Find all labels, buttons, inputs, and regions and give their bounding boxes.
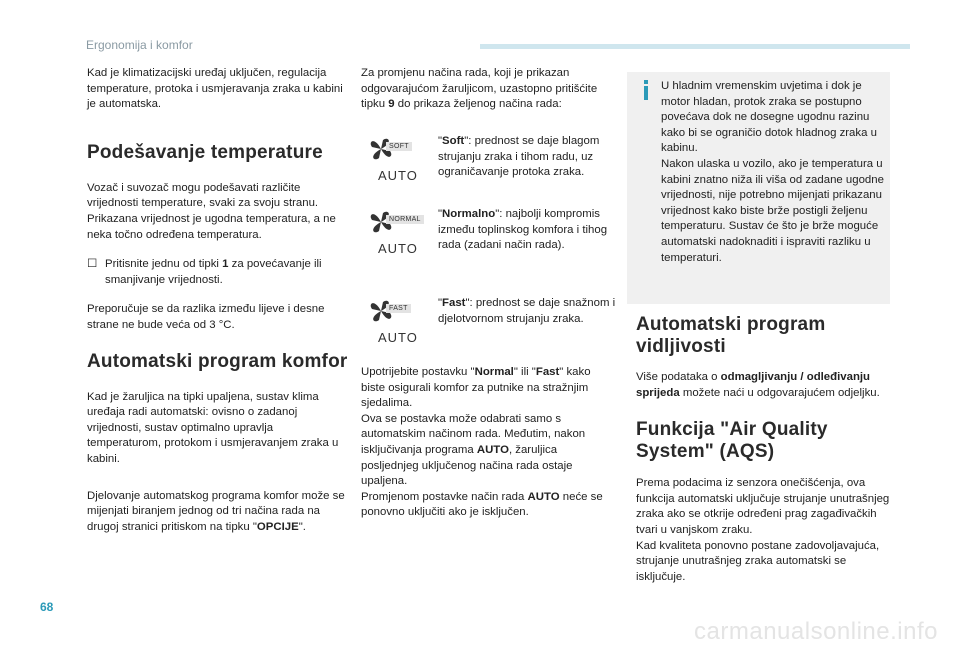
mode-badge: FAST — [386, 304, 411, 313]
temperature-heading: Podešavanje temperature — [87, 141, 323, 163]
comfort-key: OPCIJE — [256, 520, 299, 533]
watermark: carmanualsonline.info — [694, 618, 938, 645]
mode-desc: : najbolji kompromis između toplinskog komfora i tihog rada (zadani način rada). — [438, 208, 608, 252]
mode-normal-text — [438, 207, 618, 254]
mode-normal-icon — [366, 207, 430, 259]
after-p2-b: , žaruljica posljednjeg uključenog načina rada ostaje upaljena. — [361, 443, 573, 488]
q2: " — [464, 135, 469, 147]
vis-bold: odmagljivanju / odleđivanju sprijeda — [636, 371, 871, 399]
column-3 — [636, 314, 898, 585]
after-c: " kako biste osigurali komfor za putnike na stražnjim sjedalima. — [361, 366, 591, 410]
q1: " — [438, 208, 443, 220]
intro-paragraph: Kad je klimatizacijski uređaj uključen, regulacija temperature, protoka i usmjeravanja zraka u kabini je automatska. — [87, 67, 343, 111]
q1: " — [438, 135, 443, 147]
rear-comfort-paragraph — [361, 365, 616, 412]
page-header-title: Ergonomija i komfor — [86, 38, 193, 52]
mode-name: Soft — [442, 135, 465, 147]
comfort-paragraph-2 — [87, 489, 349, 536]
mode-badge: NORMAL — [386, 215, 424, 224]
mode-soft-icon — [366, 134, 430, 186]
mode-fast-icon — [366, 296, 430, 348]
vis-a: Više podataka o — [636, 371, 721, 383]
temperature-paragraph: Vozač i suvozač mogu podešavati različite vrijednosti temperature, svaki za svoju stranu. Prikazana vrijednost je ugodna temperatura, a ne neka točno određena temperatura. — [87, 181, 336, 241]
bullet-text-a: Pritisnite jednu od tipki — [105, 258, 223, 271]
temperature-recommendation: Preporučuje se da razlika između lijeve i desne strane ne bude veća od 3 °C. — [87, 303, 325, 331]
modes-intro — [361, 66, 616, 113]
after-a: Upotrijebite postavku " — [361, 366, 475, 378]
mode-name: Fast — [442, 297, 466, 309]
aqs-heading: Funkcija "Air Quality System" (AQS) — [636, 419, 828, 463]
modes-intro-a: Za promjenu načina rada, koji je prikazan odgovarajućom žaruljicom, uzastopno pritišćite tipku — [361, 67, 598, 111]
mode-change-paragraph — [361, 490, 616, 521]
comfort-paragraph-1: Kad je žaruljica na tipki upaljena, sustav klima uređaja radi automatski: ovisno o zadanoj vrijednosti, sustav optimalno upravlja temperaturom, protokom i usmjeravanjem zraka u kabini. — [87, 390, 339, 465]
mode-auto-label: AUTO — [378, 168, 418, 183]
comfort-text-a: Djelovanje automatskog programa komfor može se mijenjati biranjem jednog od tri načina rada na drugoj stranici pritiskom na tipku " — [87, 489, 345, 533]
aqs-paragraph-2: Kad kvaliteta ponovno postane zadovoljavajuća, strujanje unutrašnjeg zraka automatski se isključuje. — [636, 539, 880, 583]
note-paragraph-2: Nakon ulaska u vozilo, ako je temperatura u kabini znatno niža ili viša od zadane ugodne vrijednosti, nije potrebno mijenjati prikazanu vrijednost kako biste brže postigli željenu temperaturu. Sustav će što je brže moguće automatski nadoknaditi i ispraviti razliku u temperaturi. — [661, 157, 884, 264]
mode-desc: : prednost se daje blagom strujanju zraka i tihom radu, uz ograničavanje protoka zraka. — [438, 135, 600, 179]
after-p2-auto: AUTO — [476, 443, 509, 456]
after-p3-a: Promjenom postavke način rada — [361, 490, 528, 503]
bullet-text-b: za povećavanje ili smanjivanje vrijednosti. — [105, 258, 322, 286]
bullet-checkbox-icon: ☐ — [87, 258, 98, 271]
vis-b: možete naći u odgovarajućem odjeljku. — [679, 386, 880, 399]
modes-intro-key: 9 — [388, 98, 395, 111]
bullet-key: 1 — [222, 258, 229, 271]
mode-badge: SOFT — [386, 142, 412, 151]
info-note-text — [661, 79, 885, 266]
mode-name: Normalno — [442, 208, 496, 220]
info-icon — [643, 80, 649, 100]
mode-auto-label: AUTO — [378, 241, 418, 256]
q1: " — [438, 297, 443, 309]
page-number: 68 — [40, 600, 54, 614]
temperature-bullet — [87, 257, 349, 288]
note-paragraph-1: U hladnim vremenskim uvjetima i dok je motor hladan, protok zraka se postupno povećava dok ne dosegne ugodnu razinu kako bi se ograničio dotok hladnog zraka u kabinu. — [661, 80, 877, 155]
comfort-text-b: ". — [298, 520, 306, 533]
modes-after-text — [361, 365, 616, 521]
q2: " — [495, 208, 500, 220]
visibility-heading: Automatski program vidljivosti — [636, 314, 826, 357]
mode-auto-label: AUTO — [378, 330, 418, 345]
after-p3-b: neće se ponovno uključiti ako je isključen. — [361, 490, 603, 519]
after-p2-a: Ova se postavka može odabrati samo s automatskim načinom rada. Međutim, nakon isključivanja programa — [361, 412, 586, 456]
q2: " — [465, 297, 470, 309]
comfort-heading: Automatski program komfor — [87, 350, 348, 372]
modes-intro-b: do prikaza željenog načina rada: — [394, 98, 562, 111]
aqs-paragraph-1: Prema podacima iz senzora onečišćenja, ova funkcija automatski uključuje strujanje unutrašnjeg zraka ako se otkrije određeni prag zagađivačkih tvari u vanjskom zraku. — [636, 477, 890, 536]
mode-desc: : prednost se daje snažnom i djelotvornom strujanju zraka. — [438, 297, 616, 325]
after-fast: Fast — [535, 366, 560, 378]
after-b: " ili " — [513, 366, 536, 378]
after-p3-auto: AUTO — [527, 490, 560, 503]
visibility-paragraph — [636, 370, 898, 401]
column-1 — [87, 66, 349, 535]
column-2 — [361, 66, 616, 113]
header-bar — [480, 44, 910, 49]
mode-fast-text — [438, 296, 618, 327]
mode-soft-text — [438, 134, 618, 181]
after-normal: Normal — [474, 366, 514, 378]
auto-only-paragraph — [361, 412, 616, 490]
